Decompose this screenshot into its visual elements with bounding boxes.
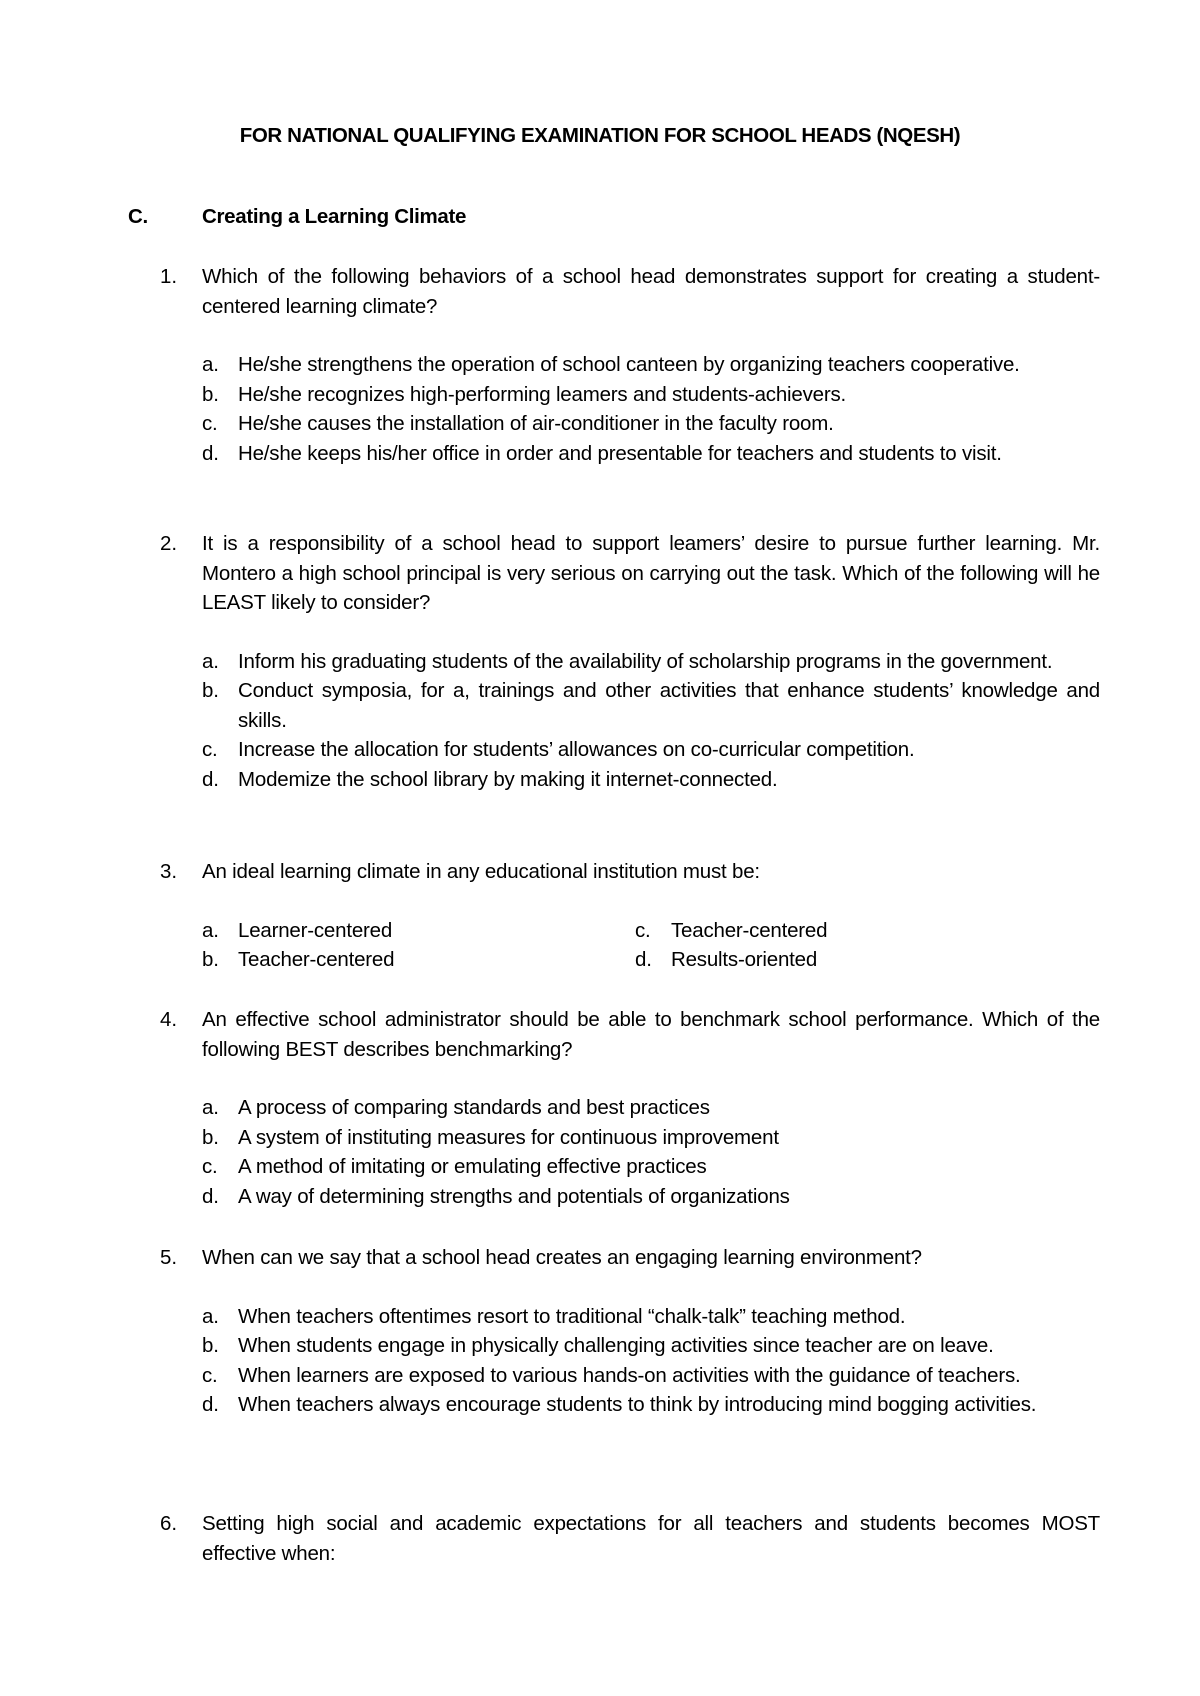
- choice-letter: b.: [202, 382, 219, 406]
- choice-letter: b.: [202, 1334, 219, 1357]
- choice-item: [202, 676, 1100, 735]
- choice-text: Teacher-centered: [671, 918, 828, 942]
- choice-text: A process of comparing standards and best practices: [238, 1096, 710, 1119]
- choice-text: A system of instituting measures for continuous improvement: [238, 1125, 779, 1149]
- choice-letter: c.: [202, 738, 218, 761]
- question-text: An effective school administrator should be able to benchmark school performance. Which of the following BEST describes benchmarking?: [202, 1008, 1100, 1061]
- choice-item: [202, 647, 1100, 677]
- choice-text: Modemize the school library by making it internet-connected.: [238, 767, 778, 791]
- choice-letter: a.: [202, 1304, 219, 1328]
- question-text: Which of the following behaviors of a school head demonstrates support for creating a student-centered learning climate?: [202, 265, 1100, 318]
- choice-text: Increase the allocation for students’ allowances on co-curricular competition.: [238, 738, 915, 761]
- question-6: [160, 1509, 1100, 1568]
- section-letter: C.: [128, 205, 148, 228]
- choice-list: [202, 647, 1100, 795]
- choice-item: [202, 1390, 1100, 1420]
- choice-item: [202, 1123, 1100, 1153]
- choice-letter: d.: [635, 948, 652, 971]
- question-number: 5.: [160, 1246, 178, 1269]
- choice-text: He/she recognizes high-performing leamers and students-achievers.: [238, 382, 847, 406]
- question-text: It is a responsibility of a school head to support leamers’ desire to pursue further learning. Mr. Montero a high school principal is very serious on carrying out the task. Which of the following will he LEAST likely to consider?: [202, 532, 1100, 614]
- choice-letter: d.: [202, 1184, 219, 1208]
- choice-letter: d.: [202, 441, 219, 465]
- choice-letter: d.: [202, 767, 219, 791]
- question-number: 3.: [160, 860, 178, 883]
- question-1: [160, 262, 1100, 468]
- choice-text: Conduct symposia, for a, trainings and other activities that enhance students’ knowledge and skills.: [238, 679, 1100, 732]
- question-number: 4.: [160, 1008, 178, 1031]
- choice-list: [202, 1302, 1100, 1420]
- question-number: 1.: [160, 265, 178, 288]
- choice-text: When students engage in physically challenging activities since teacher are on leave.: [238, 1334, 994, 1357]
- choice-text: Results-oriented: [671, 948, 818, 971]
- choice-text: Inform his graduating students of the availability of scholarship programs in the government.: [238, 649, 1053, 673]
- choice-letter: c.: [202, 1363, 218, 1387]
- question-4: [160, 1005, 1100, 1211]
- choice-text: A method of imitating or emulating effective practices: [238, 1155, 707, 1178]
- choice-item: [202, 1182, 1100, 1212]
- question-5: [160, 1243, 1100, 1420]
- choice-item: [202, 1331, 1100, 1361]
- choice-item: [202, 945, 635, 975]
- choice-item: [202, 439, 1100, 469]
- choice-letter: c.: [202, 1155, 218, 1178]
- choice-item: [202, 1361, 1100, 1391]
- choice-list: [202, 350, 1100, 468]
- choice-item: [202, 409, 1100, 439]
- choice-item: [202, 1152, 1100, 1182]
- question-number: 6.: [160, 1512, 178, 1535]
- choice-item: [202, 765, 1100, 795]
- choice-text: A way of determining strengths and potentials of organizations: [238, 1184, 790, 1208]
- choice-text: He/she causes the installation of air-conditioner in the faculty room.: [238, 412, 834, 435]
- choice-item: [202, 735, 1100, 765]
- question-number: 2.: [160, 532, 178, 555]
- choice-letter: c.: [202, 412, 218, 435]
- choice-letter: a.: [202, 353, 219, 376]
- question-3: [160, 857, 1100, 975]
- choice-letter: d.: [202, 1393, 219, 1416]
- choice-letter: b.: [202, 679, 219, 702]
- choice-letter: c.: [635, 918, 651, 942]
- choice-item: [202, 916, 635, 946]
- choice-letter: a.: [202, 918, 219, 942]
- choice-list: [202, 1093, 1100, 1211]
- choice-letter: a.: [202, 649, 219, 673]
- question-text: An ideal learning climate in any educational institution must be:: [202, 860, 760, 883]
- choice-grid: [202, 916, 1100, 975]
- choice-text: When learners are exposed to various hands-on activities with the guidance of teachers.: [238, 1363, 1021, 1387]
- choice-item: [202, 1093, 1100, 1123]
- choice-item: [202, 1302, 1100, 1332]
- question-text: When can we say that a school head creates an engaging learning environment?: [202, 1246, 922, 1269]
- choice-text: When teachers oftentimes resort to traditional “chalk-talk” teaching method.: [238, 1304, 906, 1328]
- choice-letter: b.: [202, 948, 219, 971]
- choice-text: When teachers always encourage students to think by introducing mind bogging activities.: [238, 1393, 1037, 1416]
- question-2: [160, 529, 1100, 794]
- choice-text: Learner-centered: [238, 918, 393, 942]
- section-label: Creating a Learning Climate: [202, 205, 467, 228]
- choice-letter: b.: [202, 1125, 219, 1149]
- choice-text: He/she strengthens the operation of school canteen by organizing teachers cooperative.: [238, 353, 1020, 376]
- page-title: FOR NATIONAL QUALIFYING EXAMINATION FOR SCHOOL HEADS (NQESH): [239, 124, 961, 147]
- choice-item: [202, 380, 1100, 410]
- choice-letter: a.: [202, 1096, 219, 1119]
- choice-text: He/she keeps his/her office in order and presentable for teachers and students to visit.: [238, 441, 1002, 465]
- question-text: Setting high social and academic expectations for all teachers and students becomes MOST effective when:: [202, 1512, 1100, 1565]
- choice-item: [635, 945, 1035, 975]
- choice-item: [202, 350, 1100, 380]
- choice-text: Teacher-centered: [238, 948, 395, 971]
- choice-item: [635, 916, 1035, 946]
